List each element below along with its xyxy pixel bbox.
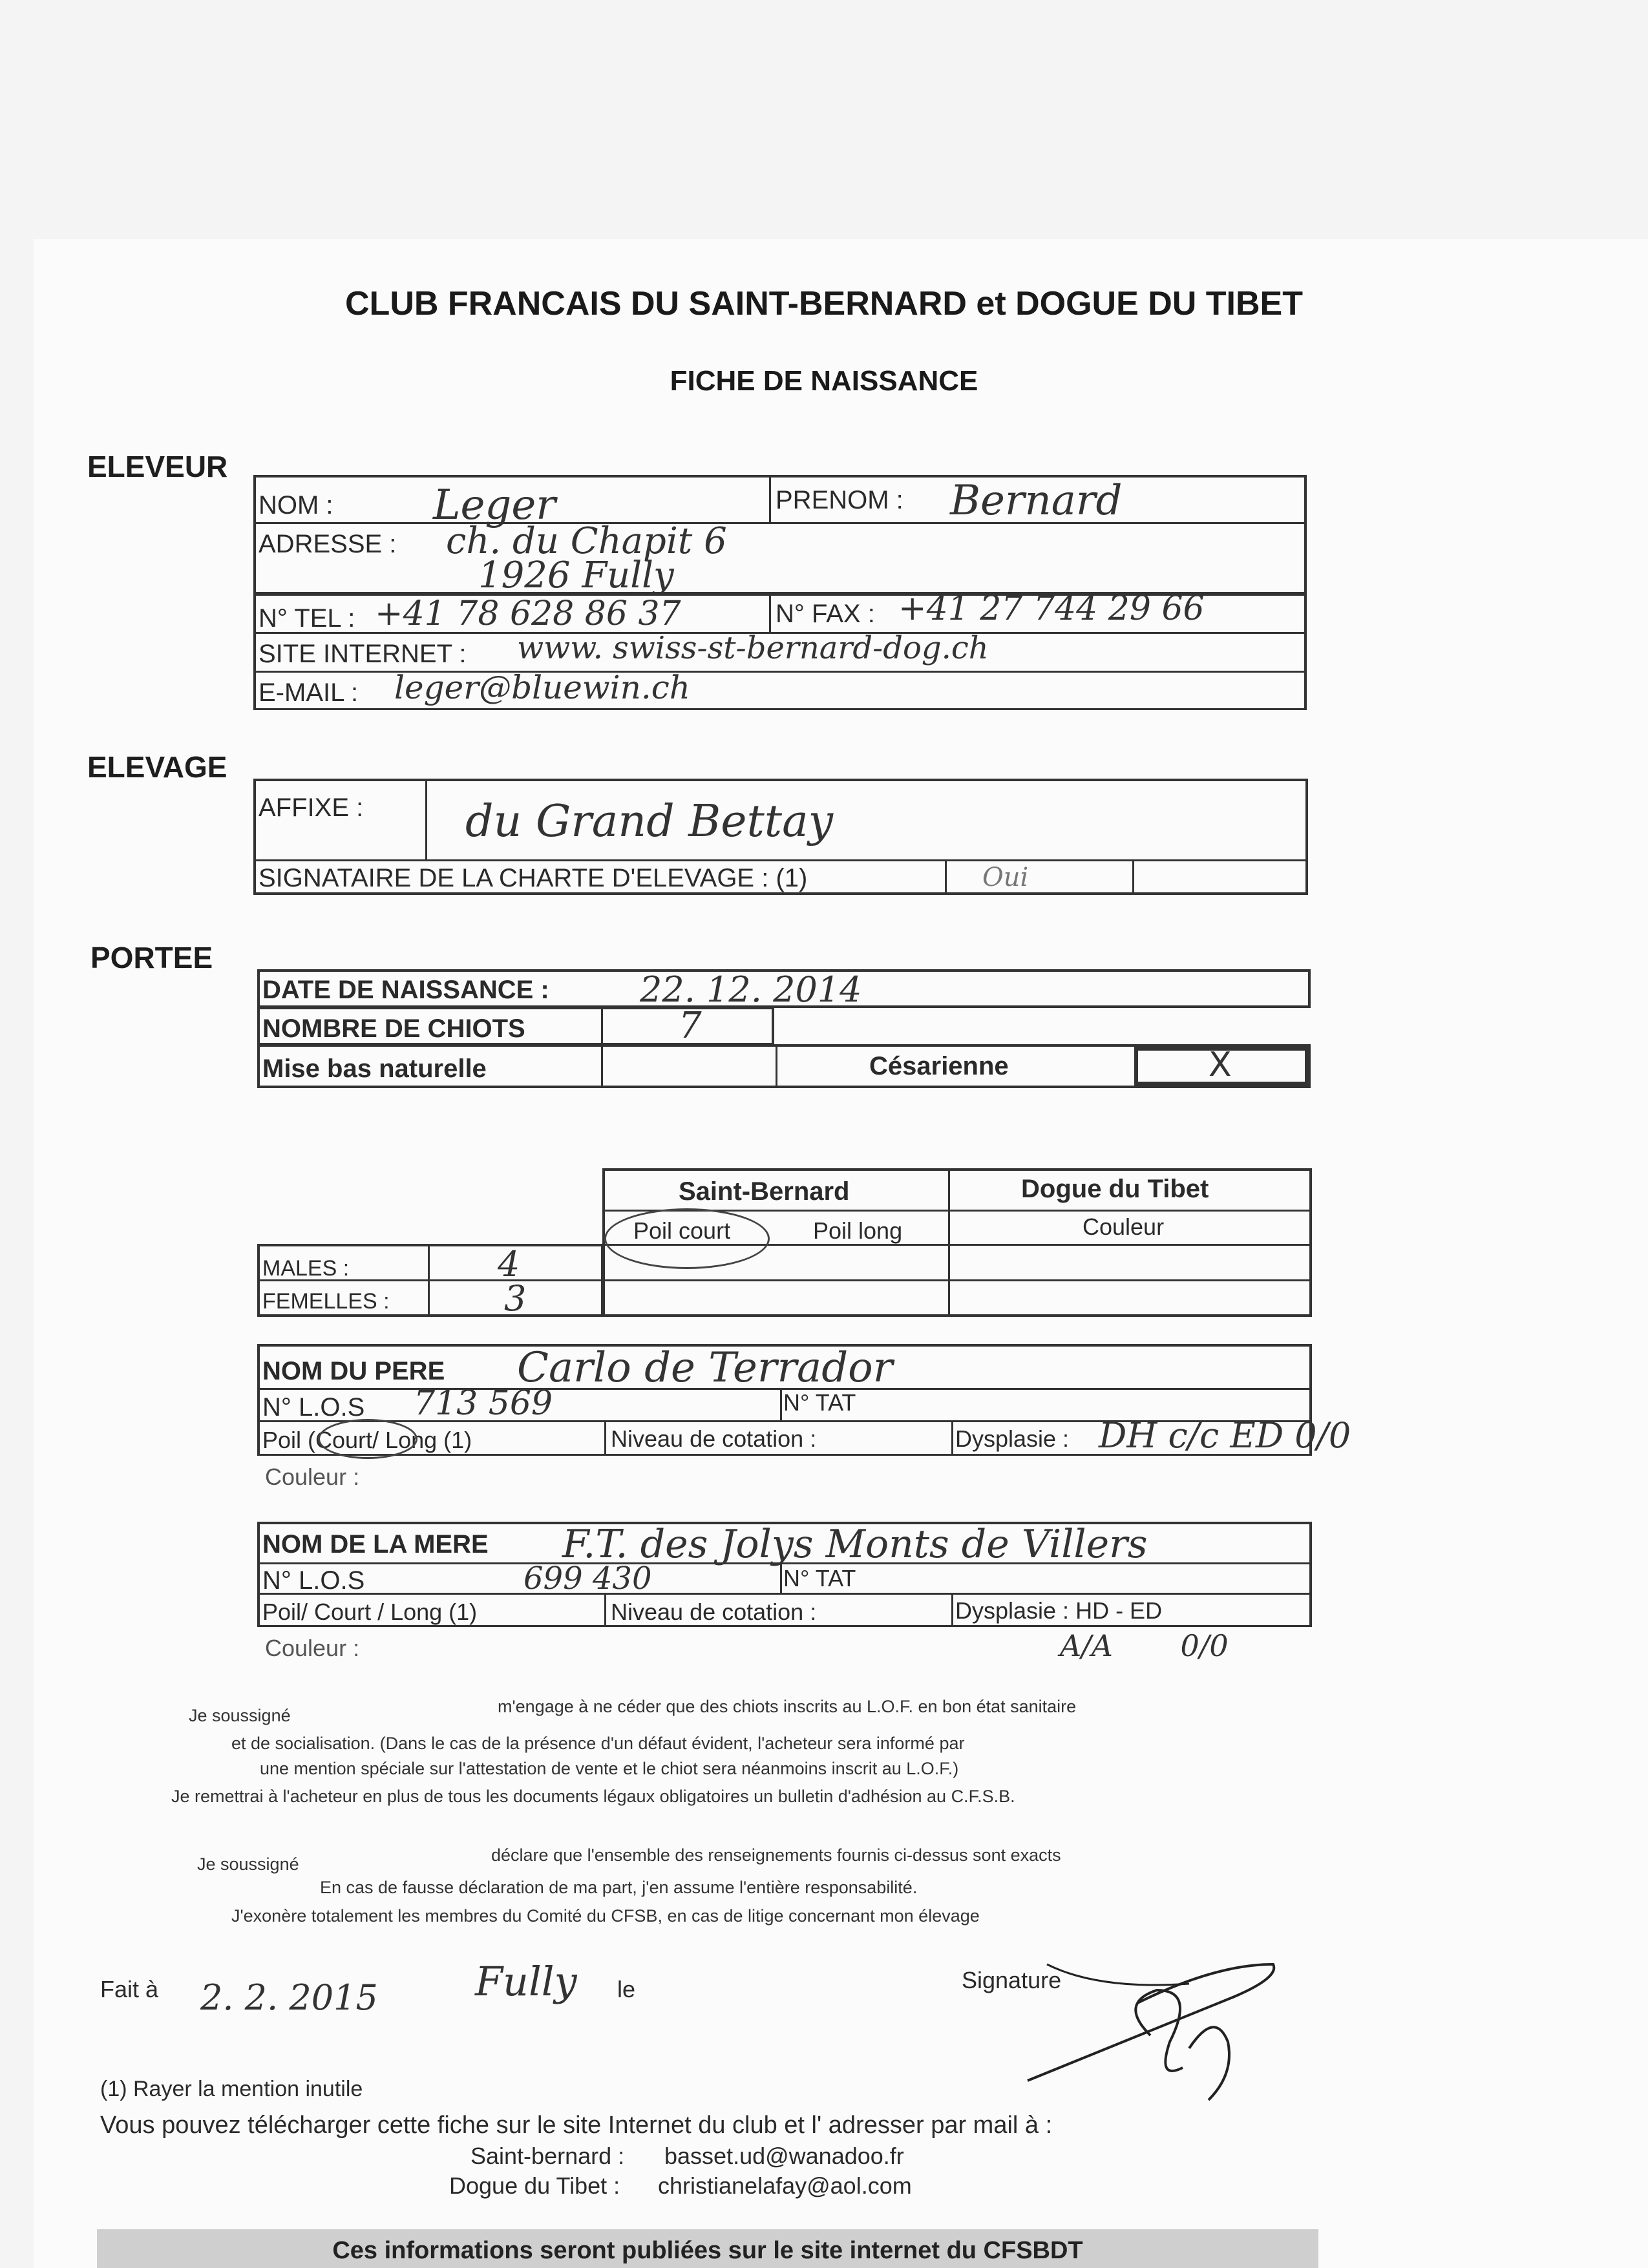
pere-dysplasie-value[interactable]: DH c/c ED 0/0 [1099, 1415, 1351, 1456]
footer-sb-label: Saint-bernard : [470, 2143, 625, 2169]
femelles-value[interactable]: 3 [504, 1278, 527, 1319]
footer-sb-email[interactable]: basset.ud@wanadoo.fr [664, 2143, 904, 2169]
engagement2-je-soussigne: Je soussigné [197, 1854, 299, 1874]
poil-court-option[interactable]: Poil court [633, 1217, 731, 1244]
email-value[interactable]: leger@bluewin.ch [394, 669, 690, 706]
engagement1-line4: Je remettrai à l'acheteur en plus de tous les documents légaux obligatoires un bulletin d'adhésion au C.F.S.B. [171, 1787, 1015, 1806]
row-divider [257, 1593, 1312, 1595]
mere-tat-label: N° TAT [783, 1565, 856, 1591]
col-divider [769, 475, 771, 522]
footer-dt-label: Dogue du Tibet : [449, 2172, 620, 2199]
fait-lieu-value[interactable]: Fully [475, 1958, 577, 2005]
adresse-line2[interactable]: 1926 Fully [478, 554, 674, 596]
pere-lof-value[interactable]: 713 569 [414, 1384, 553, 1423]
pere-poil-circle [318, 1419, 417, 1459]
nombre-chiots-label: NOMBRE DE CHIOTS [262, 1014, 525, 1043]
engagement2-line3: J'exonère totalement les membres du Comité du CFSB, en cas de litige concernant mon élevage [231, 1906, 980, 1926]
site-label: SITE INTERNET : [259, 640, 467, 668]
date-naissance-value[interactable]: 22. 12. 2014 [640, 969, 862, 1010]
dt-header: Dogue du Tibet [1021, 1175, 1209, 1203]
charte-label: SIGNATAIRE DE LA CHARTE D'ELEVAGE : (1) [259, 864, 808, 892]
femelles-label: FEMELLES : [262, 1289, 390, 1314]
males-value[interactable]: 4 [498, 1244, 520, 1285]
handwritten-signature [1021, 1951, 1293, 2106]
footer-banner [97, 2229, 1318, 2268]
tel-value[interactable]: +41 78 628 86 37 [375, 594, 681, 633]
engagement2-line2: En cas de fausse déclaration de ma part, j'en assume l'entière responsabilité. [320, 1878, 918, 1897]
poil-long-option[interactable]: Poil long [813, 1217, 903, 1244]
pere-nom-label: NOM DU PERE [262, 1357, 445, 1385]
mere-poil-label: Poil/ Court / Long (1) [262, 1599, 478, 1625]
charte-value[interactable]: Oui [982, 863, 1029, 892]
mere-couleur-label: Couleur : [265, 1635, 360, 1661]
prenom-label: PRENOM : [776, 486, 903, 514]
site-value[interactable]: www. swiss-st-bernard-dog.ch [517, 630, 989, 666]
couleur-header: Couleur [1083, 1213, 1165, 1240]
col-divider [601, 1007, 603, 1045]
col-divider [428, 1244, 430, 1317]
col-divider [769, 593, 771, 632]
adresse-line1[interactable]: ch. du Chapit 6 [446, 520, 727, 562]
pere-tat-label: N° TAT [783, 1389, 856, 1416]
col-divider [780, 1388, 782, 1420]
footer-note: (1) Rayer la mention inutile [100, 2077, 363, 2101]
prenom-value[interactable]: Bernard [950, 477, 1123, 525]
nombre-chiots-value[interactable]: 7 [679, 1005, 702, 1047]
signature-label: Signature [962, 1967, 1062, 1993]
pere-nom-value[interactable]: Carlo de Terrador [517, 1344, 893, 1392]
col-divider [604, 1420, 606, 1454]
col-divider [776, 1044, 777, 1088]
adresse-label: ADRESSE : [259, 530, 397, 558]
mere-dysplasie-value[interactable]: A/A 0/0 [1060, 1628, 1229, 1663]
col-divider [601, 1044, 603, 1088]
fax-value[interactable]: +41 27 744 29 66 [898, 589, 1205, 628]
engagement1-je-soussigne: Je soussigné [189, 1706, 291, 1725]
form-title: CLUB FRANCAIS DU SAINT-BERNARD et DOGUE DU TIBET [345, 285, 1303, 322]
engagement1-line1: m'engage à ne céder que des chiots inscrits au L.O.F. en bon état sanitaire [498, 1697, 1077, 1716]
cesarienne-label: Césarienne [869, 1052, 1009, 1080]
pere-cotation-label: Niveau de cotation : [611, 1425, 817, 1452]
cesarienne-mark: X [1209, 1045, 1232, 1084]
mere-nom-label: NOM DE LA MERE [262, 1530, 489, 1559]
section-elevage: ELEVAGE [87, 750, 227, 784]
footer-banner-text: Ces informations seront publiées sur le site internet du CFSBDT [332, 2237, 1083, 2264]
section-portee: PORTEE [90, 941, 213, 974]
fait-a-label: Fait à [100, 1976, 159, 2002]
mere-cotation-label: Niveau de cotation : [611, 1599, 817, 1625]
mere-lof-value[interactable]: 699 430 [523, 1560, 652, 1597]
nom-label: NOM : [259, 491, 333, 520]
col-divider [951, 1593, 953, 1625]
le-label: le [617, 1976, 636, 2002]
mise-bas-label: Mise bas naturelle [262, 1055, 487, 1083]
pere-dysplasie-label: Dysplasie : [955, 1425, 1070, 1452]
footer-download: Vous pouvez télécharger cette fiche sur le site Internet du club et l' adresser par mail à : [100, 2112, 1053, 2139]
males-label: MALES : [262, 1256, 350, 1281]
col-divider [945, 859, 947, 895]
sb-header: Saint-Bernard [679, 1177, 850, 1206]
col-divider [604, 1593, 606, 1625]
row-divider [253, 522, 1307, 524]
engagement1-line3: une mention spéciale sur l'attestation de vente et le chiot sera néanmoins inscrit au L.O.F.) [260, 1759, 959, 1778]
pere-poil-label: Poil (Court/ Long (1) [262, 1427, 472, 1453]
fait-date-value[interactable]: 2. 2. 2015 [200, 1977, 378, 2018]
mere-lof-label: N° L.O.S [262, 1566, 365, 1595]
col-divider [951, 1420, 953, 1454]
footer-dt-email[interactable]: christianelafay@aol.com [658, 2172, 912, 2199]
affixe-label: AFFIXE : [259, 793, 364, 822]
nom-value[interactable]: Leger [433, 481, 556, 529]
pere-couleur-label: Couleur : [265, 1464, 360, 1490]
form-subtitle: FICHE DE NAISSANCE [670, 365, 978, 397]
affixe-value[interactable]: du Grand Bettay [465, 796, 834, 847]
col-divider [1132, 859, 1134, 895]
tel-label: N° TEL : [259, 604, 355, 633]
row-divider [253, 708, 1307, 710]
engagement1-line2: et de socialisation. (Dans le cas de la présence d'un défaut évident, l'acheteur sera informé par [231, 1734, 965, 1753]
mere-nom-value[interactable]: F.T. des Jolys Monts de Villers [562, 1522, 1148, 1567]
pere-lof-label: N° L.O.S [262, 1393, 365, 1422]
col-divider [948, 1168, 950, 1317]
section-eleveur: ELEVEUR [87, 450, 228, 483]
row-divider [253, 859, 1308, 861]
poil-court-circle [604, 1208, 770, 1269]
fax-label: N° FAX : [776, 600, 875, 628]
email-label: E-MAIL : [259, 678, 359, 707]
date-naissance-label: DATE DE NAISSANCE : [262, 976, 549, 1004]
col-divider [425, 779, 427, 859]
mere-dysplasie-label: Dysplasie : HD - ED [955, 1597, 1163, 1624]
engagement2-line1: déclare que l'ensemble des renseignements fournis ci-dessus sont exacts [491, 1845, 1061, 1865]
col-divider [780, 1562, 782, 1593]
